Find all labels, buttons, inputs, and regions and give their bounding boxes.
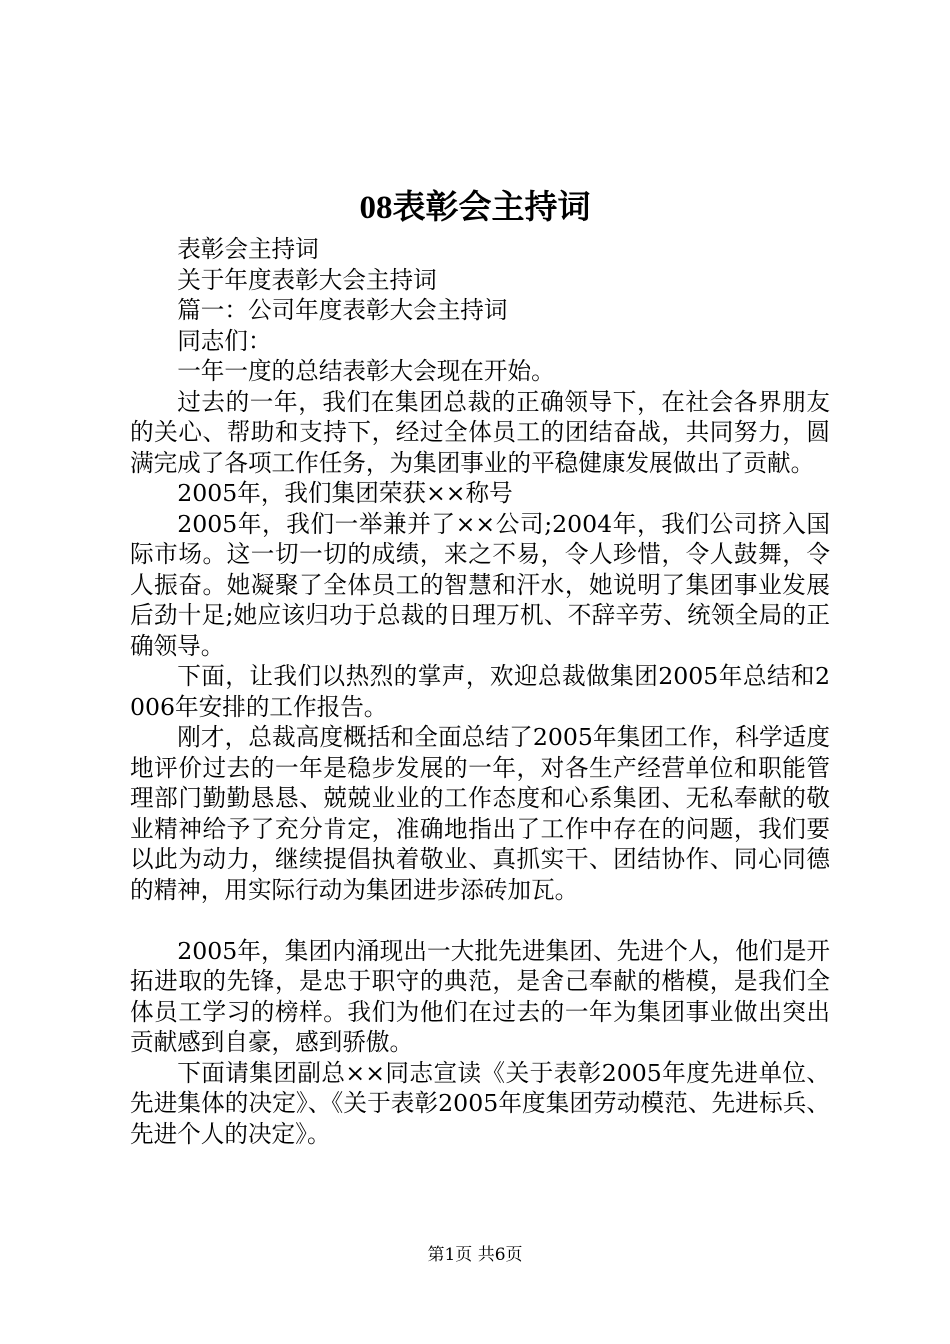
paragraph-achievements: 2005年，我们一举兼并了××公司;2004年，我们公司挤入国际市场。这一切一切的成绩，来之不易，令人珍惜，令人鼓舞，令人振奋。她凝聚了全体员工的智慧和汗水，她说明了集团事业发展后劲十足;她应该归功于总裁的日理万机、不辞辛劳、统领全局的正确领导。	[130, 509, 830, 660]
paragraph-heading-2: 关于年度表彰大会主持词	[177, 265, 437, 294]
paragraph-honor: 2005年，我们集团荣获××称号	[177, 479, 513, 507]
document-body	[130, 234, 830, 1149]
document-title: 08表彰会主持词	[359, 190, 591, 226]
paragraph-opening: 一年一度的总结表彰大会现在开始。	[177, 357, 555, 385]
paragraph-announcement: 下面请集团副总××同志宣读《关于表彰2005年度先进单位、先进集体的决定》、《关于表彰2005年度集团劳动模范、先进标兵、先进个人的决定》。	[130, 1058, 830, 1148]
paragraph-heading-3: 篇一：公司年度表彰大会主持词	[177, 296, 508, 324]
paragraph-salutation: 同志们：	[177, 326, 272, 355]
paragraph-heading-1: 表彰会主持词	[177, 235, 319, 263]
paragraph-past-year: 过去的一年，我们在集团总裁的正确领导下，在社会各界朋友的关心、帮助和支持下，经过全体员工的团结奋战，共同努力，圆满完成了各项工作任务，为集团事业的平稳健康发展做出了贡献。	[130, 387, 830, 477]
paragraph-summary: 刚才，总裁高度概括和全面总结了2005年集团工作，科学适度地评价过去的一年是稳步发展的一年，对各生产经营单位和职能管理部门勤勤恳恳、兢兢业业的工作态度和心系集团、无私奉献的敬业精神给予了充分肯定，准确地指出了工作中存在的问题，我们要以此为动力，继续提倡执着敬业、真抓实干、团结协作、同心同德的精神，用实际行动为集团进步添砖加瓦。	[130, 723, 830, 904]
paragraph-spacer	[130, 905, 830, 936]
page-footer: 第1页 共6页	[427, 1245, 523, 1265]
paragraph-report-invite: 下面，让我们以热烈的掌声，欢迎总裁做集团2005年总结和2006年安排的工作报告。	[130, 662, 830, 721]
paragraph-advanced: 2005年，集团内涌现出一大批先进集团、先进个人，他们是开拓进取的先锋，是忠于职守的典范，是舍己奉献的楷模，是我们全体员工学习的榜样。我们为他们在过去的一年为集团事业做出突出贡献感到自豪，感到骄傲。	[130, 936, 830, 1056]
